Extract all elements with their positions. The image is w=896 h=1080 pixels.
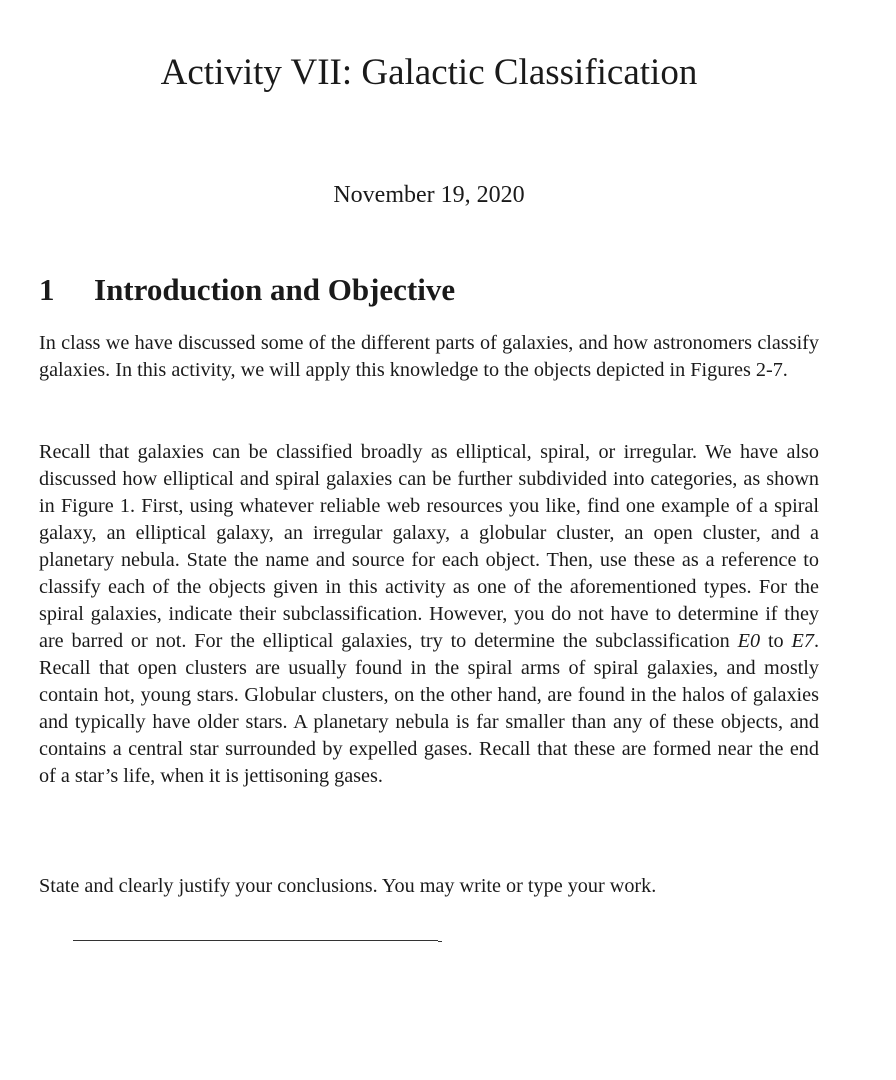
document-date: November 19, 2020 — [333, 182, 525, 208]
instructions-paragraph — [39, 439, 819, 790]
instructions-text-part2: . Recall that open clusters are usually found in the spiral arms of spiral galaxies, and mostly contain hot, young stars. Globular clusters, on the other hand, are found in the halos of galaxies and typically have older stars. A planetary nebula is far smaller than any of these objects, and contains a central star surrounded by expelled gases. Recall that these are formed near the end of a star’s life, when it is jettisoning gases. — [39, 630, 819, 787]
section-number: 1 — [39, 272, 55, 307]
section-title: Introduction and Objective — [94, 272, 456, 307]
closing-paragraph: State and clearly justify your conclusions. You may write or type your work. — [39, 875, 657, 897]
subclass-e7: E7 — [791, 630, 814, 652]
subclass-e0: E0 — [737, 630, 761, 652]
instructions-text-part1: Recall that galaxies can be classified broadly as elliptical, spiral, or irregular. We have also discussed how elliptical and spiral galaxies can be further subdivided into categories, as shown in Figure 1. First, using whatever reliable web resources you like, find one example of a spiral galaxy, an elliptical galaxy, an irregular galaxy, a globular cluster, an open cluster, and a planetary nebula. State the name and source for each object. Then, use these as a reference to classify each of the objects given in this activity as one of the aforementioned types. For the spiral galaxies, indicate their subclassification. However, you do not have to determine if they are barred or not. For the elliptical galaxies, try to determine the subclassification — [39, 441, 819, 652]
section-heading — [39, 270, 455, 310]
instructions-text-to: to — [760, 630, 792, 652]
intro-paragraph: In class we have discussed some of the different parts of galaxies, and how astronomers classify galaxies. In this activity, we will apply this knowledge to the objects depicted in Figures 2-7. — [39, 332, 819, 381]
document-title: Activity VII: Galactic Classification — [160, 52, 698, 93]
footnote-rule — [73, 940, 438, 941]
